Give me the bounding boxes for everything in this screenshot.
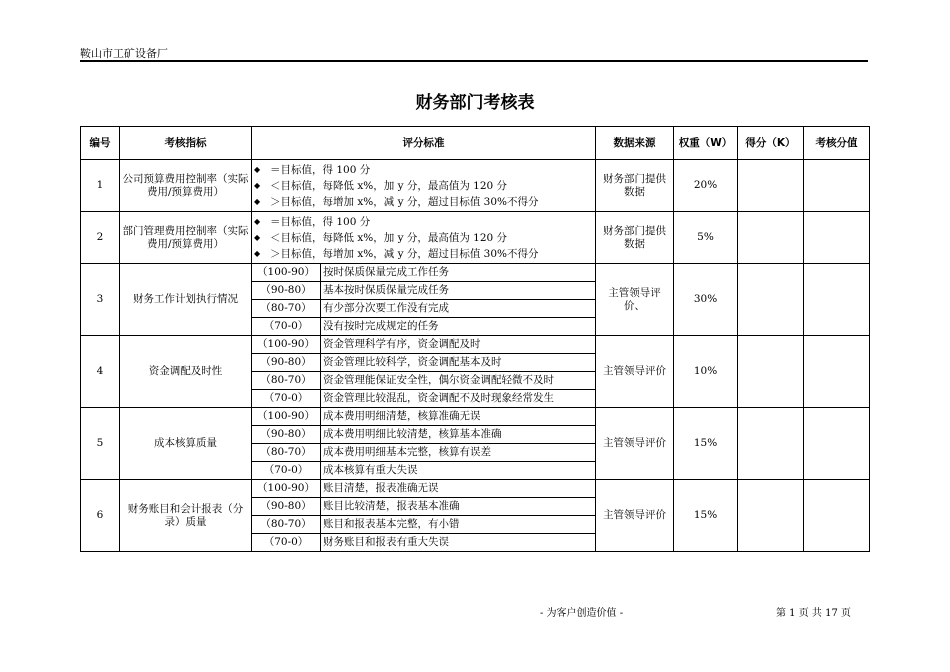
source-cell: 主管领导评价 — [596, 336, 674, 408]
header-criteria: 评分标准 — [252, 127, 596, 160]
diamond-bullet-icon: ◆ — [254, 164, 261, 174]
level-desc: 资金管理比较混乱，资金调配不及时现象经常发生 — [321, 390, 596, 408]
level-desc: 财务账目和报表有重大失误 — [321, 534, 596, 552]
score-cell[interactable] — [738, 408, 804, 480]
table-row — [81, 212, 870, 264]
level-range: （80-70） — [252, 444, 321, 462]
indicator-cell: 部门管理费用控制率（实际费用/预算费用） — [120, 212, 252, 264]
level-desc: 成本费用明细比较清楚，核算基本准确 — [321, 426, 596, 444]
table-row — [81, 336, 870, 354]
value-cell[interactable] — [804, 408, 870, 480]
weight-cell: 20% — [674, 160, 738, 212]
weight-cell: 10% — [674, 336, 738, 408]
company-name: 鞍山市工矿设备厂 — [80, 47, 168, 60]
header-score: 得分（K） — [738, 127, 804, 160]
table-row — [81, 480, 870, 498]
source-cell: 主管领导评价、 — [596, 264, 674, 336]
level-range: （70-0） — [252, 534, 321, 552]
level-desc: 没有按时完成规定的任务 — [321, 318, 596, 336]
value-cell[interactable] — [804, 336, 870, 408]
level-desc: 资金管理能保证安全性，偶尔资金调配轻微不及时 — [321, 372, 596, 390]
level-range: （80-70） — [252, 300, 321, 318]
header-value: 考核分值 — [804, 127, 870, 160]
indicator-cell: 资金调配及时性 — [120, 336, 252, 408]
level-desc: 账目清楚，报表准确无误 — [321, 480, 596, 498]
table-header-row — [81, 127, 870, 160]
level-range: （70-0） — [252, 318, 321, 336]
header-indicator: 考核指标 — [120, 127, 252, 160]
weight-cell: 5% — [674, 212, 738, 264]
level-range: （80-70） — [252, 372, 321, 390]
value-cell[interactable] — [804, 264, 870, 336]
level-range: （90-80） — [252, 498, 321, 516]
score-cell[interactable] — [738, 160, 804, 212]
row-number: 5 — [81, 408, 120, 480]
table-row — [81, 264, 870, 282]
level-range: （70-0） — [252, 462, 321, 480]
row-number: 6 — [81, 480, 120, 552]
level-desc: 成本费用明细清楚，核算准确无误 — [321, 408, 596, 426]
diamond-bullet-icon: ◆ — [254, 232, 261, 242]
level-desc: 账目和报表基本完整，有小错 — [321, 516, 596, 534]
page-number: 第 1 页 共 17 页 — [776, 608, 851, 619]
level-desc: 资金管理科学有序，资金调配及时 — [321, 336, 596, 354]
criteria-line: ◆ ＝目标值，得 100 分 — [254, 163, 371, 176]
row-number: 3 — [81, 264, 120, 336]
score-cell[interactable] — [738, 264, 804, 336]
criteria-line: ◆ ＞目标值，每增加 x%，减 y 分，超过目标值 30%不得分 — [254, 195, 539, 208]
header-rule — [80, 60, 868, 62]
page-title: 财务部门考核表 — [415, 93, 535, 113]
level-range: （100-90） — [252, 336, 321, 354]
indicator-cell: 财务账目和会计报表（分录）质量 — [120, 480, 252, 552]
level-desc: 按时保质保量完成工作任务 — [321, 264, 596, 282]
source-cell: 财务部门提供数据 — [596, 160, 674, 212]
level-desc: 资金管理比较科学，资金调配基本及时 — [321, 354, 596, 372]
level-desc: 成本核算有重大失误 — [321, 462, 596, 480]
level-range: （100-90） — [252, 264, 321, 282]
indicator-cell: 财务工作计划执行情况 — [120, 264, 252, 336]
diamond-bullet-icon: ◆ — [254, 180, 261, 190]
level-range: （100-90） — [252, 408, 321, 426]
level-desc: 基本按时保质保量完成任务 — [321, 282, 596, 300]
assessment-table — [80, 126, 870, 552]
row-number: 4 — [81, 336, 120, 408]
source-cell: 主管领导评价 — [596, 408, 674, 480]
row-number: 1 — [81, 160, 120, 212]
table-row — [81, 160, 870, 212]
table-row — [81, 408, 870, 426]
level-range: （100-90） — [252, 480, 321, 498]
header-no: 编号 — [81, 127, 120, 160]
value-cell[interactable] — [804, 480, 870, 552]
score-cell[interactable] — [738, 212, 804, 264]
diamond-bullet-icon: ◆ — [254, 216, 261, 226]
level-desc: 账目比较清楚，报表基本准确 — [321, 498, 596, 516]
header-weight: 权重（W） — [674, 127, 738, 160]
level-desc: 成本费用明细基本完整，核算有误差 — [321, 444, 596, 462]
level-range: （90-80） — [252, 426, 321, 444]
value-cell[interactable] — [804, 212, 870, 264]
header-source: 数据来源 — [596, 127, 674, 160]
row-number: 2 — [81, 212, 120, 264]
source-cell: 财务部门提供数据 — [596, 212, 674, 264]
criteria-line: ◆ ＞目标值，每增加 x%，减 y 分，超过目标值 30%不得分 — [254, 247, 539, 260]
criteria-cell — [252, 212, 596, 264]
criteria-cell — [252, 160, 596, 212]
weight-cell: 15% — [674, 480, 738, 552]
value-cell[interactable] — [804, 160, 870, 212]
weight-cell: 15% — [674, 408, 738, 480]
level-range: （70-0） — [252, 390, 321, 408]
indicator-cell: 成本核算质量 — [120, 408, 252, 480]
criteria-line: ◆ ＜目标值，每降低 x%，加 y 分，最高值为 120 分 — [254, 231, 508, 244]
level-range: （90-80） — [252, 282, 321, 300]
weight-cell: 30% — [674, 264, 738, 336]
score-cell[interactable] — [738, 480, 804, 552]
level-range: （80-70） — [252, 516, 321, 534]
indicator-cell: 公司预算费用控制率（实际费用/预算费用） — [120, 160, 252, 212]
criteria-line: ◆ ＜目标值，每降低 x%，加 y 分，最高值为 120 分 — [254, 179, 508, 192]
level-desc: 有少部分次要工作没有完成 — [321, 300, 596, 318]
footer-slogan: - 为客户创造价值 - — [540, 608, 624, 619]
source-cell: 主管领导评价 — [596, 480, 674, 552]
level-range: （90-80） — [252, 354, 321, 372]
diamond-bullet-icon: ◆ — [254, 196, 261, 206]
score-cell[interactable] — [738, 336, 804, 408]
criteria-line: ◆ ＝目标值，得 100 分 — [254, 215, 371, 228]
diamond-bullet-icon: ◆ — [254, 248, 261, 258]
